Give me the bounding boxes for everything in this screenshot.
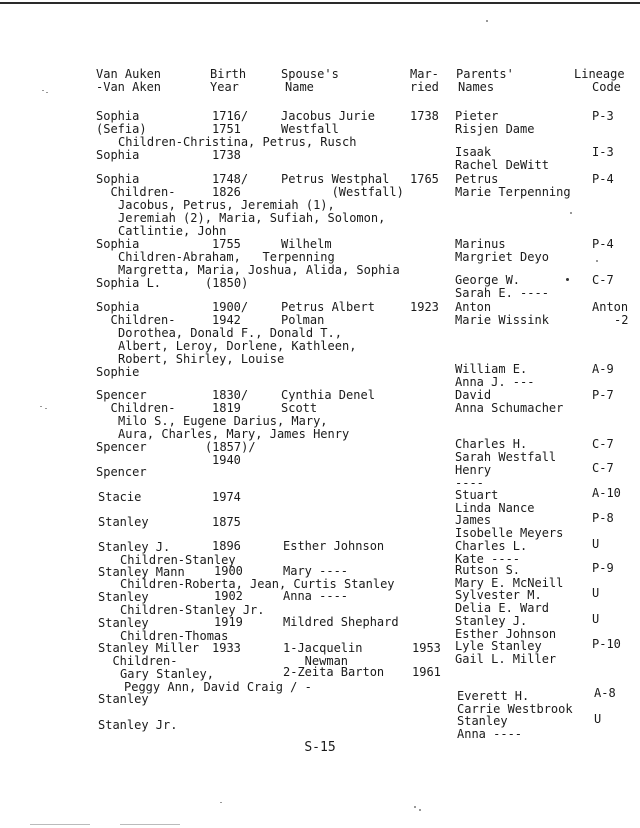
scan-speck [46, 92, 48, 93]
entry-name: Sophie [96, 365, 140, 379]
header-birth-1: Birth [210, 67, 247, 81]
entry-birth: 1748/ [212, 172, 249, 186]
entry-children: Catlintie, John [118, 224, 227, 238]
entry-children: Children-Christina, Petrus, Rusch [118, 135, 357, 149]
entry-children: Children-Stanley [120, 553, 236, 567]
entry-birth: 1716/ [212, 109, 249, 123]
entry-name: Stanley J. [98, 540, 171, 554]
entry-code: P-8 [592, 511, 614, 525]
entry-children: Milo S., Eugene Darius, Mary, [118, 414, 328, 428]
entry-parent: Henry [455, 463, 492, 477]
entry-children: Aura, Charles, Mary, James Henry [118, 427, 350, 441]
entry-parent: Marinus [455, 237, 506, 251]
entry-birth: 1919 [214, 615, 243, 629]
header-name-2: -Van Aken [96, 80, 162, 94]
entry-birth: 1900/ [212, 300, 249, 314]
entry-spouse: Scott [281, 401, 318, 415]
entry-code: P-4 [592, 237, 614, 251]
entry-parent: Delia E. Ward [455, 601, 549, 615]
entry-birth: 1974 [212, 490, 241, 504]
entry-spouse: Mary ---- [283, 564, 349, 578]
entry-name: Stanley [98, 692, 149, 706]
entry-code: Anton [592, 300, 629, 314]
entry-birth: 1940 [212, 453, 241, 467]
entry-spouse: 1-Jacquelin [283, 641, 363, 655]
entry-parent: Sarah Westfall [455, 450, 557, 464]
entry-code: P-10 [592, 637, 621, 651]
entry-birth: 1900 [214, 564, 243, 578]
entry-parent: Anna Schumacher [455, 401, 564, 415]
entry-code: P-7 [592, 388, 614, 402]
entry-parent: Isobelle Meyers [455, 526, 564, 540]
entry-code: A-8 [594, 686, 616, 700]
entry-children: Dorothea, Donald F., Donald T., [118, 326, 342, 340]
entry-parent: Charles L. [455, 539, 528, 553]
entry-spouse: Polman [281, 313, 325, 327]
entry-name: Spencer [96, 440, 147, 454]
entry-code: U [592, 586, 600, 600]
entry-name: Sophia [96, 172, 140, 186]
entry-parent: Everett H. [457, 689, 530, 703]
entry-children: Jeremiah (2), Maria, Sufiah, Solomon, [118, 211, 386, 225]
entry-parent: Anna ---- [457, 727, 523, 741]
entry-spouse: (Westfall) [281, 185, 404, 199]
header-spouse-2: Name [285, 80, 314, 94]
entry-name: Stanley [98, 616, 149, 630]
page-number: S-15 [304, 740, 336, 755]
entry-parent: Sylvester M. [455, 588, 542, 602]
entry-married: 1961 [412, 665, 441, 679]
entry-parent: George W. [455, 273, 521, 287]
entry-spouse: Petrus Westphal [281, 172, 390, 186]
entry-spouse: Mildred Shephard [283, 615, 399, 629]
entry-spouse: Petrus Albert [281, 300, 375, 314]
entry-children: Peggy Ann, David Craig / - [124, 680, 312, 694]
entry-spouse: Westfall [281, 122, 339, 136]
scan-speck [570, 212, 572, 214]
scan-speck [419, 809, 421, 811]
entry-code: C-7 [592, 437, 614, 451]
entry-spouse: 2-Zeita Barton [283, 665, 385, 679]
entry-parent: Sarah E. ---- [455, 286, 549, 300]
entry-parent: Marie Wissink [455, 313, 549, 327]
scan-speck [45, 408, 47, 409]
header-birth-2: Year [210, 80, 239, 94]
entry-birth: 1902 [214, 589, 243, 603]
entry-name: Stanley Miller [98, 641, 200, 655]
entry-parent: ---- [455, 476, 484, 490]
entry-code: P-3 [592, 109, 614, 123]
entry-name: Stanley [98, 515, 149, 529]
entry-parent: Margriet Deyo [455, 250, 549, 264]
entry-children: Margretta, Maria, Joshua, Alida, Sophia [118, 263, 400, 277]
entry-code: P-9 [592, 561, 614, 575]
entry-birth: 1755 [212, 237, 241, 251]
entry-parent: Anton [455, 300, 492, 314]
entry-name: Sophia [96, 109, 140, 123]
entry-birth: 1942 [212, 313, 241, 327]
entry-name: Stanley Mann [98, 565, 185, 579]
entry-birth: 1933 [212, 641, 241, 655]
entry-spouse: Wilhelm [281, 237, 332, 251]
scan-speck [42, 90, 44, 91]
entry-parent: Linda Nance [455, 501, 535, 515]
scan-speck [220, 802, 222, 803]
header-name-1: Van Auken [96, 67, 162, 81]
header-lineage-1: Lineage [574, 67, 625, 81]
entry-name: Sophia [96, 237, 140, 251]
entry-name: Stanley Jr. [98, 718, 178, 732]
header-lineage-2: Code [592, 80, 621, 94]
entry-married: 1738 [410, 109, 439, 123]
entry-parent: Esther Johnson [455, 627, 557, 641]
entry-name: Children- [96, 313, 176, 327]
entry-birth: 1875 [212, 515, 241, 529]
entry-children: Robert, Shirley, Louise [118, 352, 285, 366]
scan-speck [596, 260, 598, 262]
entry-birth: (1857)/ [205, 440, 256, 454]
entry-name: Stacie [98, 490, 142, 504]
entry-parent: Kate ---- [455, 552, 521, 566]
entry-parent: James [455, 513, 492, 527]
entry-children: Albert, Leroy, Dorlene, Kathleen, [118, 339, 357, 353]
entry-birth: 1751 [212, 122, 241, 136]
scan-edge [120, 824, 180, 825]
entry-parent: William E. [455, 362, 528, 376]
entry-code: I-3 [592, 145, 614, 159]
scan-speck [40, 406, 42, 407]
entry-name: Sophia [96, 300, 140, 314]
entry-name: Sophia L. [96, 276, 162, 290]
entry-parent: Mary E. McNeill [455, 576, 564, 590]
entry-name: Stanley [98, 590, 149, 604]
entry-parent: Gail L. Miller [455, 652, 557, 666]
header-spouse-1: Spouse's [281, 67, 339, 81]
entry-parent: Risjen Dame [455, 122, 535, 136]
entry-children: Jacobus, Petrus, Jeremiah (1), [118, 198, 335, 212]
entry-children: Children-Thomas [120, 629, 229, 643]
entry-spouse: Jacobus Jurie [281, 109, 375, 123]
scan-edge [30, 824, 90, 825]
entry-parent: David [455, 388, 492, 402]
entry-parent: Lyle Stanley [455, 639, 542, 653]
entry-birth: 1896 [212, 539, 241, 553]
entry-name: Spencer [96, 388, 147, 402]
entry-parent: Anna J. --- [455, 375, 535, 389]
entry-birth: 1826 [212, 185, 241, 199]
entry-married: 1765 [410, 172, 439, 186]
entry-birth: 1738 [212, 148, 241, 162]
entry-code: -2 [614, 313, 629, 327]
entry-code: U [594, 712, 602, 726]
scan-speck [414, 806, 416, 808]
entry-birth: 1830/ [212, 388, 249, 402]
entry-parent: Marie Terpenning [455, 185, 571, 199]
entry-parent: Stanley J. [455, 614, 528, 628]
scan-speck [486, 20, 488, 22]
entry-name: (Sefia) [96, 122, 147, 136]
entry-code: C-7 [592, 273, 614, 287]
entry-parent: Stuart [455, 488, 499, 502]
entry-name: Gary Stanley, [120, 667, 214, 681]
header-parents-1: Parents' [456, 67, 514, 81]
entry-married: 1953 [412, 641, 441, 655]
entry-code: A-10 [592, 486, 621, 500]
header-married-1: Mar- [410, 67, 439, 81]
entry-code: U [592, 537, 600, 551]
scan-speck [566, 278, 569, 281]
entry-birth: 1819 [212, 401, 241, 415]
entry-parent: Petrus [455, 172, 499, 186]
entry-name: Children- [96, 401, 176, 415]
entry-spouse: Esther Johnson [283, 539, 385, 553]
entry-code: A-9 [592, 362, 614, 376]
entry-children: Children-Roberta, Jean, Curtis Stanley [120, 577, 395, 591]
entry-spouse: Cynthia Denel [281, 388, 375, 402]
entry-name: Children- [98, 654, 178, 668]
entry-parent: Isaak [455, 145, 492, 159]
header-married-2: ried [410, 80, 439, 94]
entry-married: 1923 [410, 300, 439, 314]
entry-parent: Rutson S. [455, 563, 521, 577]
header-parents-2: Names [458, 80, 495, 94]
entry-children: Children-Abraham, Terpenning [118, 250, 335, 264]
entry-birth: (1850) [205, 276, 249, 290]
entry-code: U [592, 612, 600, 626]
entry-children: Children-Stanley Jr. [120, 603, 265, 617]
entry-code: C-7 [592, 461, 614, 475]
entry-name: Children- [96, 185, 176, 199]
entry-spouse: Anna ---- [283, 589, 349, 603]
entry-name: Sophia [96, 148, 140, 162]
entry-parent: Pieter [455, 109, 499, 123]
entry-parent: Carrie Westbrook [457, 702, 573, 716]
entry-name: Spencer [96, 465, 147, 479]
entry-parent: Charles H. [455, 437, 528, 451]
entry-parent: Rachel DeWitt [455, 158, 549, 172]
entry-spouse: Newman [283, 654, 349, 668]
entry-parent: Stanley [457, 714, 508, 728]
entry-code: P-4 [592, 172, 614, 186]
